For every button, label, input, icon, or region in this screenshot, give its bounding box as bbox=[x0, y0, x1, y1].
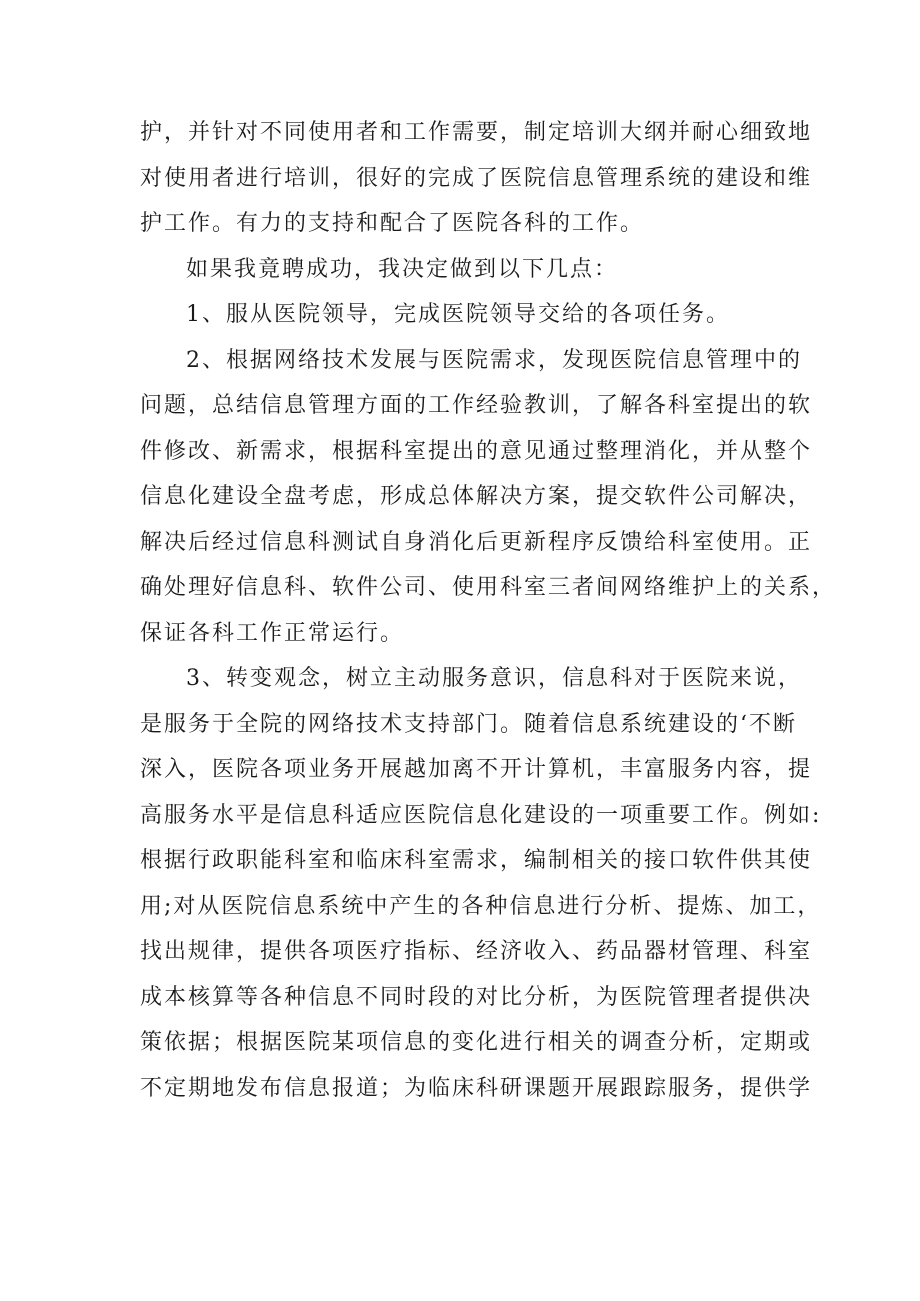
text-line: 保证各科工作正常运行。 bbox=[140, 620, 405, 646]
text-line: 3、转变观念，树立主动服务意识，信息科对于医院来说， bbox=[186, 666, 802, 691]
text-line: 护工作。有力的支持和配合了医院各科的工作。 bbox=[140, 211, 645, 236]
text-line: 确处理好信息科、软件公司、使用科室三者间网络维护上的关系， bbox=[140, 575, 837, 600]
text-line: 成本核算等各种信息不同时段的对比分析，为医院管理者提供决 bbox=[140, 984, 813, 1010]
text-line: 高服务水平是信息科适应医院信息化建设的一项重要工作。例如: bbox=[140, 802, 822, 828]
text-line: 策依据；根据医院某项信息的变化进行相关的调查分析，定期或 bbox=[140, 1030, 813, 1055]
text-line: 对使用者进行培训，很好的完成了医院信息管理系统的建设和维 bbox=[140, 165, 813, 191]
text-line: 2、根据网络技术发展与医院需求，发现医院信息管理中的 bbox=[186, 347, 802, 373]
text-line: 找出规律，提供各项医疗指标、经济收入、药品器材管理、科室 bbox=[140, 939, 813, 964]
text-line: 深入，医院各项业务开展越加离不开计算机，丰富服务内容，提 bbox=[140, 757, 813, 782]
text-line: 根据行政职能科室和临床科室需求，编制相关的接口软件供其使 bbox=[140, 848, 813, 873]
text-line: 信息化建设全盘考虑，形成总体解决方案，提交软件公司解决， bbox=[140, 484, 813, 509]
text-line: 解决后经过信息科测试自身消化后更新程序反馈给科室使用。正 bbox=[140, 529, 813, 555]
text-line: 如果我竟聘成功，我决定做到以下几点： bbox=[186, 256, 619, 282]
text-line: 护，并针对不同使用者和工作需要，制定培训大纲并耐心细致地 bbox=[140, 120, 813, 145]
text-line: 问题，总结信息管理方面的工作经验教训，了解各科室提出的软 bbox=[140, 393, 813, 418]
text-line: 不定期地发布信息报道；为临床科研课题开展跟踪服务，提供学 bbox=[140, 1075, 813, 1101]
text-line: 1、服从医院领导，完成医院领导交给的各项任务。 bbox=[186, 302, 730, 327]
text-line: 是服务于全院的网络技术支持部门。随着信息系统建设的‘不断 bbox=[140, 711, 797, 737]
text-line: 用;对从医院信息系统中产生的各种信息进行分析、提炼、加工， bbox=[140, 893, 822, 919]
text-line: 件修改、新需求，根据科室提出的意见通过整理消化，并从整个 bbox=[140, 438, 813, 464]
document-body bbox=[140, 110, 837, 1111]
